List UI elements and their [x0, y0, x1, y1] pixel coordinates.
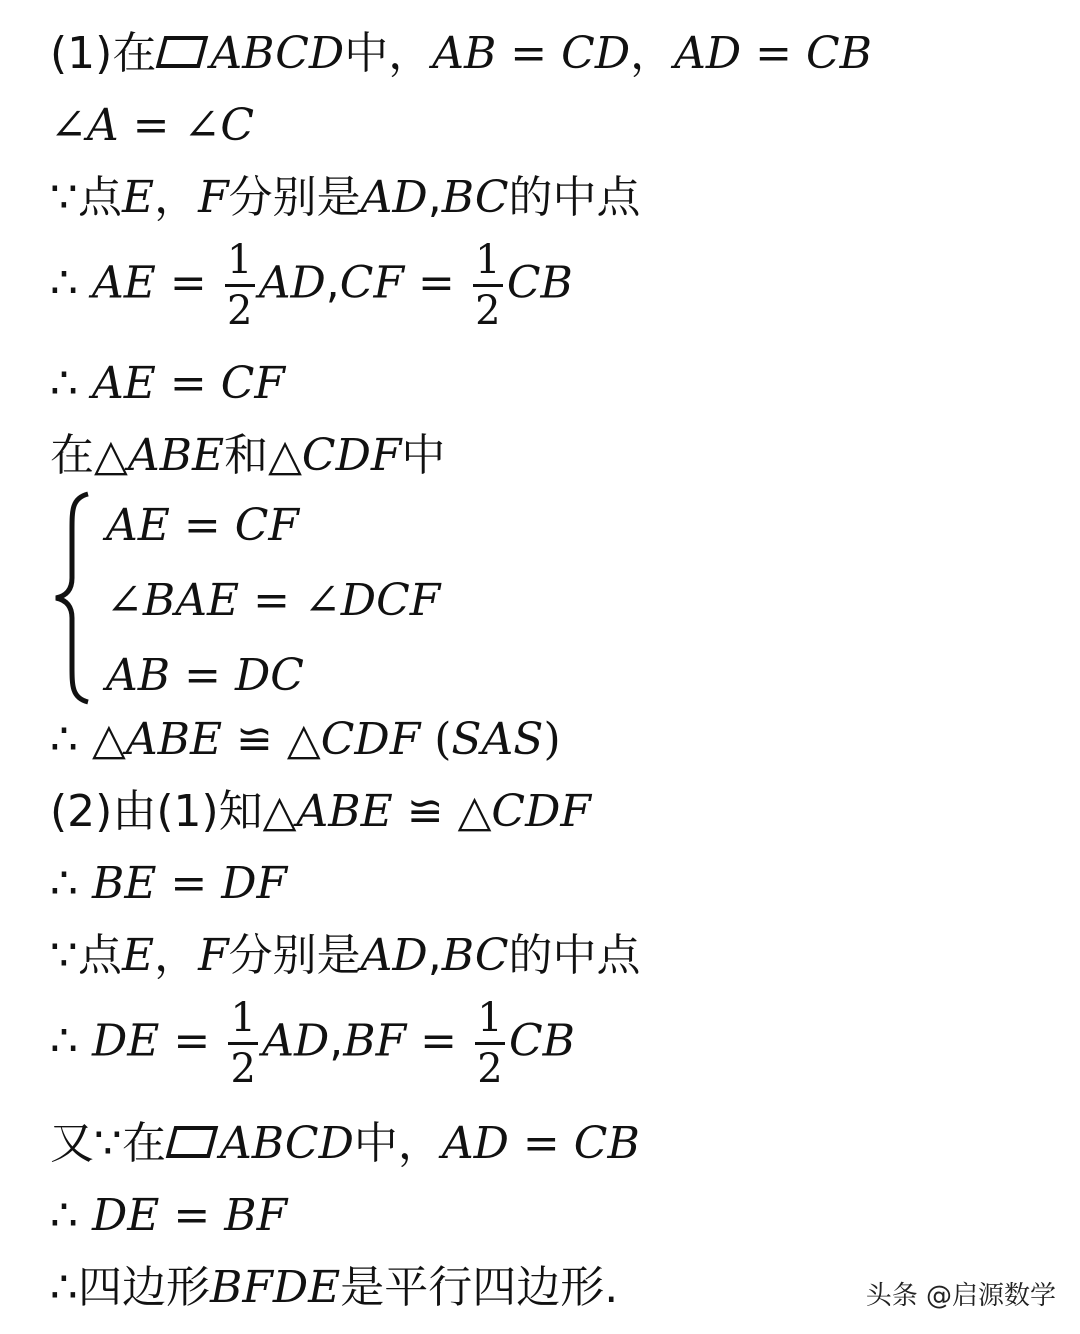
- proof-line-13: ∴ DE = BF: [50, 1190, 288, 1241]
- system-line-2: ∠BAE = ∠DCF: [106, 575, 441, 626]
- watermark-text: 头条 @启源数学: [865, 1281, 1056, 1311]
- proof-line-10: ∵点E，F分别是AD,BC的中点: [50, 930, 641, 981]
- proof-line-8: (2)由(1)知△ABE ≌ △CDF: [50, 786, 591, 837]
- fraction-one-half: $\frac{1}{2}$: [228, 996, 258, 1091]
- system-line-1: AE = CF: [106, 500, 299, 551]
- proof-line-11: ∴ DE = $\frac{1}{2}$ AD,BF = $\frac{1}{2}$ CB: [50, 995, 576, 1092]
- fraction-one-half: $\frac{1}{2}$: [473, 238, 503, 333]
- proof-line-5: ∴ AE = CF: [50, 358, 285, 409]
- fraction-one-half: $\frac{1}{2}$: [225, 238, 255, 333]
- parallelogram-icon: [156, 36, 209, 68]
- equation-system: [50, 490, 650, 705]
- proof-line-1: (1)在 ABCD中，AB = CD，AD = CB: [50, 28, 873, 79]
- proof-line-2: ∠A = ∠C: [50, 100, 255, 151]
- proof-line-12: 又∵在 ABCD中，AD = CB: [50, 1118, 640, 1169]
- system-line-3: AB = DC: [106, 650, 304, 701]
- left-brace-icon: [50, 490, 96, 705]
- proof-line-4: ∴ AE = $\frac{1}{2}$ AD,CF = $\frac{1}{2}$ CB: [50, 237, 573, 334]
- proof-line-9: ∴ BE = DF: [50, 858, 288, 909]
- proof-line-14: ∴四边形BFDE是平行四边形.: [50, 1262, 619, 1313]
- proof-line-3: ∵点E，F分别是AD,BC的中点: [50, 172, 641, 223]
- proof-line-7: ∴ △ABE ≌ △CDF (SAS): [50, 714, 561, 765]
- parallelogram-icon: [166, 1126, 219, 1158]
- proof-line-6: 在△ABE和△CDF中: [50, 430, 446, 481]
- fraction-one-half: $\frac{1}{2}$: [475, 996, 505, 1091]
